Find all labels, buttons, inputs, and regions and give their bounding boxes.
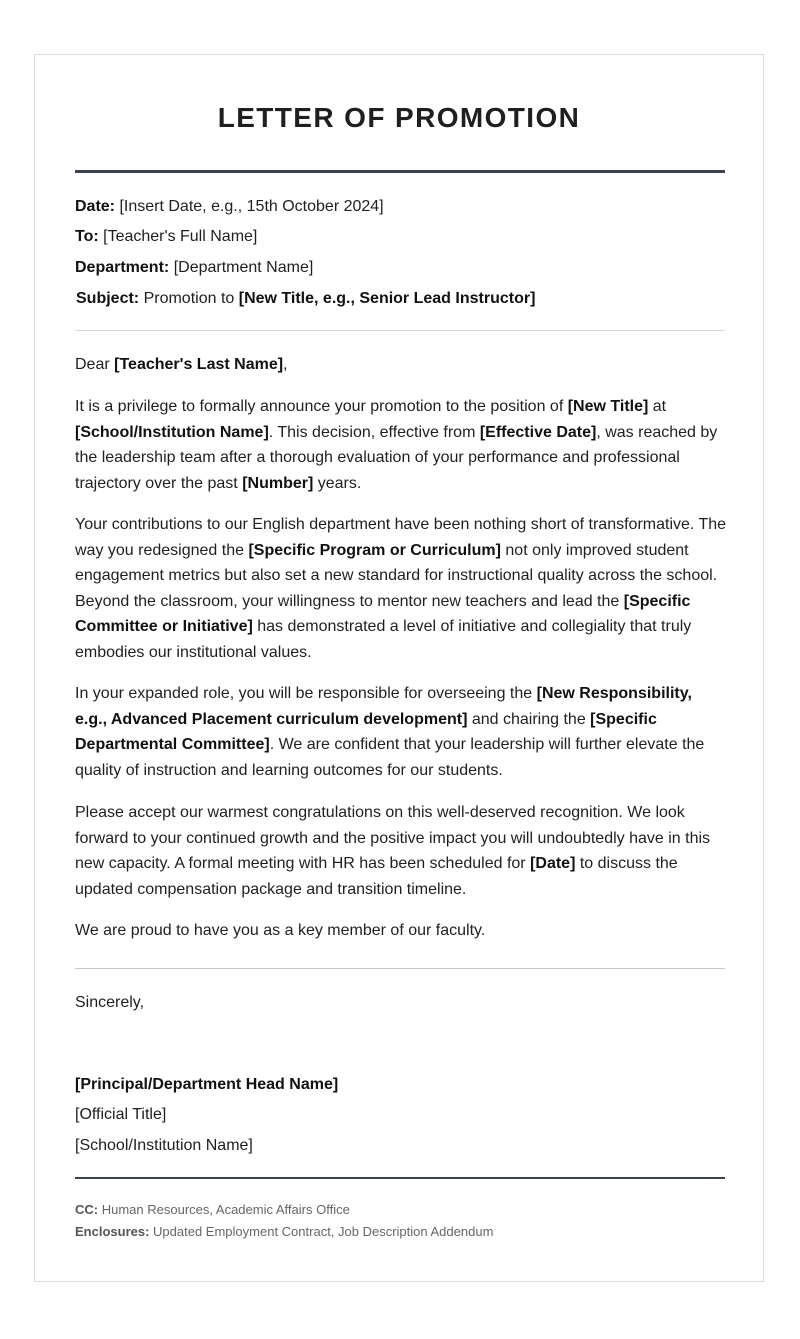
p1-text-4: , was reached by the leadership team after a thorough evaluation of your performance and professional trajectory over the past (75, 423, 718, 492)
salutation-name: [Teacher's Last Name] (114, 356, 284, 373)
subject-value: [New Title, e.g., Senior Lead Instructor] (238, 290, 536, 307)
to-label: To: (75, 228, 99, 245)
signer-organization: [School/Institution Name] (75, 1137, 253, 1154)
p3-text-3: . We are confident that your leadership will further elevate the quality of instruction and learning outcomes for our students. (75, 736, 705, 779)
body-divider (75, 968, 725, 969)
p1-effective-date: [Effective Date] (479, 423, 597, 441)
department-value: [Department Name] (173, 259, 314, 276)
p2-program: [Specific Program or Curriculum] (248, 541, 501, 559)
p3-text-1: In your expanded role, you will be responsible for overseeing the (75, 685, 537, 702)
p1-text-2: at (648, 398, 667, 415)
p1-text-5: years. (313, 474, 362, 492)
body-paragraph-4 (75, 800, 727, 902)
p2-text-2: not only improved student engagement metrics but also set a new standard for instructional quality across the school. Beyond the classroom, your willingness to mentor new teachers and lead the (75, 541, 718, 610)
department-label: Department: (75, 259, 170, 276)
header-divider (75, 330, 725, 331)
enclosures-label: Enclosures: (75, 1224, 150, 1239)
signer-title: [Official Title] (75, 1106, 167, 1123)
cc-label: CC: (75, 1202, 99, 1217)
cc-value: Human Resources, Academic Affairs Office (101, 1202, 350, 1217)
subject-prefix: Promotion to (143, 290, 235, 307)
body-paragraph-2 (75, 512, 727, 666)
p1-new-title: [New Title] (567, 398, 649, 415)
enclosures-value: Updated Employment Contract, Job Description Addendum (153, 1224, 494, 1239)
p2-text-1: Your contributions to our English department have been nothing short of transformative. The way you redesigned the (75, 516, 727, 559)
p1-text-3: . This decision, effective from (268, 423, 480, 441)
sign-off: Sincerely, (75, 994, 145, 1011)
p4-date: [Date] (530, 855, 576, 873)
p3-responsibility: [New Responsibility, e.g., Advanced Placement curriculum development] (75, 685, 692, 728)
body-paragraph-5: We are proud to have you as a key member of our faculty. (75, 922, 486, 939)
salutation (75, 352, 727, 378)
enclosures-line (75, 1222, 725, 1242)
p2-text-3: has demonstrated a level of initiative and collegiality that truly embodies our institutional values. (75, 618, 692, 661)
letter-title: LETTER OF PROMOTION (217, 102, 581, 133)
p3-text-2: and chairing the (467, 710, 591, 728)
p4-text-1: Please accept our warmest congratulations on this well-deserved recognition. We look forward to your continued growth and the positive impact you will undoubtedly have in this new capacity. A formal meeting with HR has been scheduled for (75, 804, 711, 873)
salutation-prefix: Dear (75, 356, 110, 373)
p1-number: [Number] (242, 474, 314, 492)
body-paragraph-3 (75, 681, 727, 783)
subject-row (76, 286, 728, 312)
signer-name (75, 1072, 727, 1098)
to-row (75, 224, 727, 250)
body-paragraph-1 (75, 394, 727, 496)
title-divider (75, 170, 725, 173)
p2-committee: [Specific Committee or Initiative] (75, 592, 691, 636)
p1-institution-name: [School/Institution Name] (75, 423, 269, 441)
to-value: [Teacher's Full Name] (103, 228, 258, 245)
department-row (75, 255, 727, 281)
salutation-comma: , (283, 356, 288, 373)
date-value: [Insert Date, e.g., 15th October 2024] (119, 198, 384, 215)
date-row (75, 194, 727, 220)
date-label: Date: (75, 198, 116, 215)
footer-divider (75, 1177, 725, 1179)
p4-text-2: to discuss the updated compensation package and transition timeline. (75, 855, 678, 898)
p1-text-1: It is a privilege to formally announce your promotion to the position of (75, 398, 568, 415)
signer-name-text: [Principal/Department Head Name] (75, 1076, 339, 1093)
cc-line (75, 1200, 725, 1220)
p3-committee: [Specific Departmental Committee] (75, 710, 657, 754)
letter-page (34, 54, 764, 1282)
subject-label: Subject: (76, 290, 140, 307)
